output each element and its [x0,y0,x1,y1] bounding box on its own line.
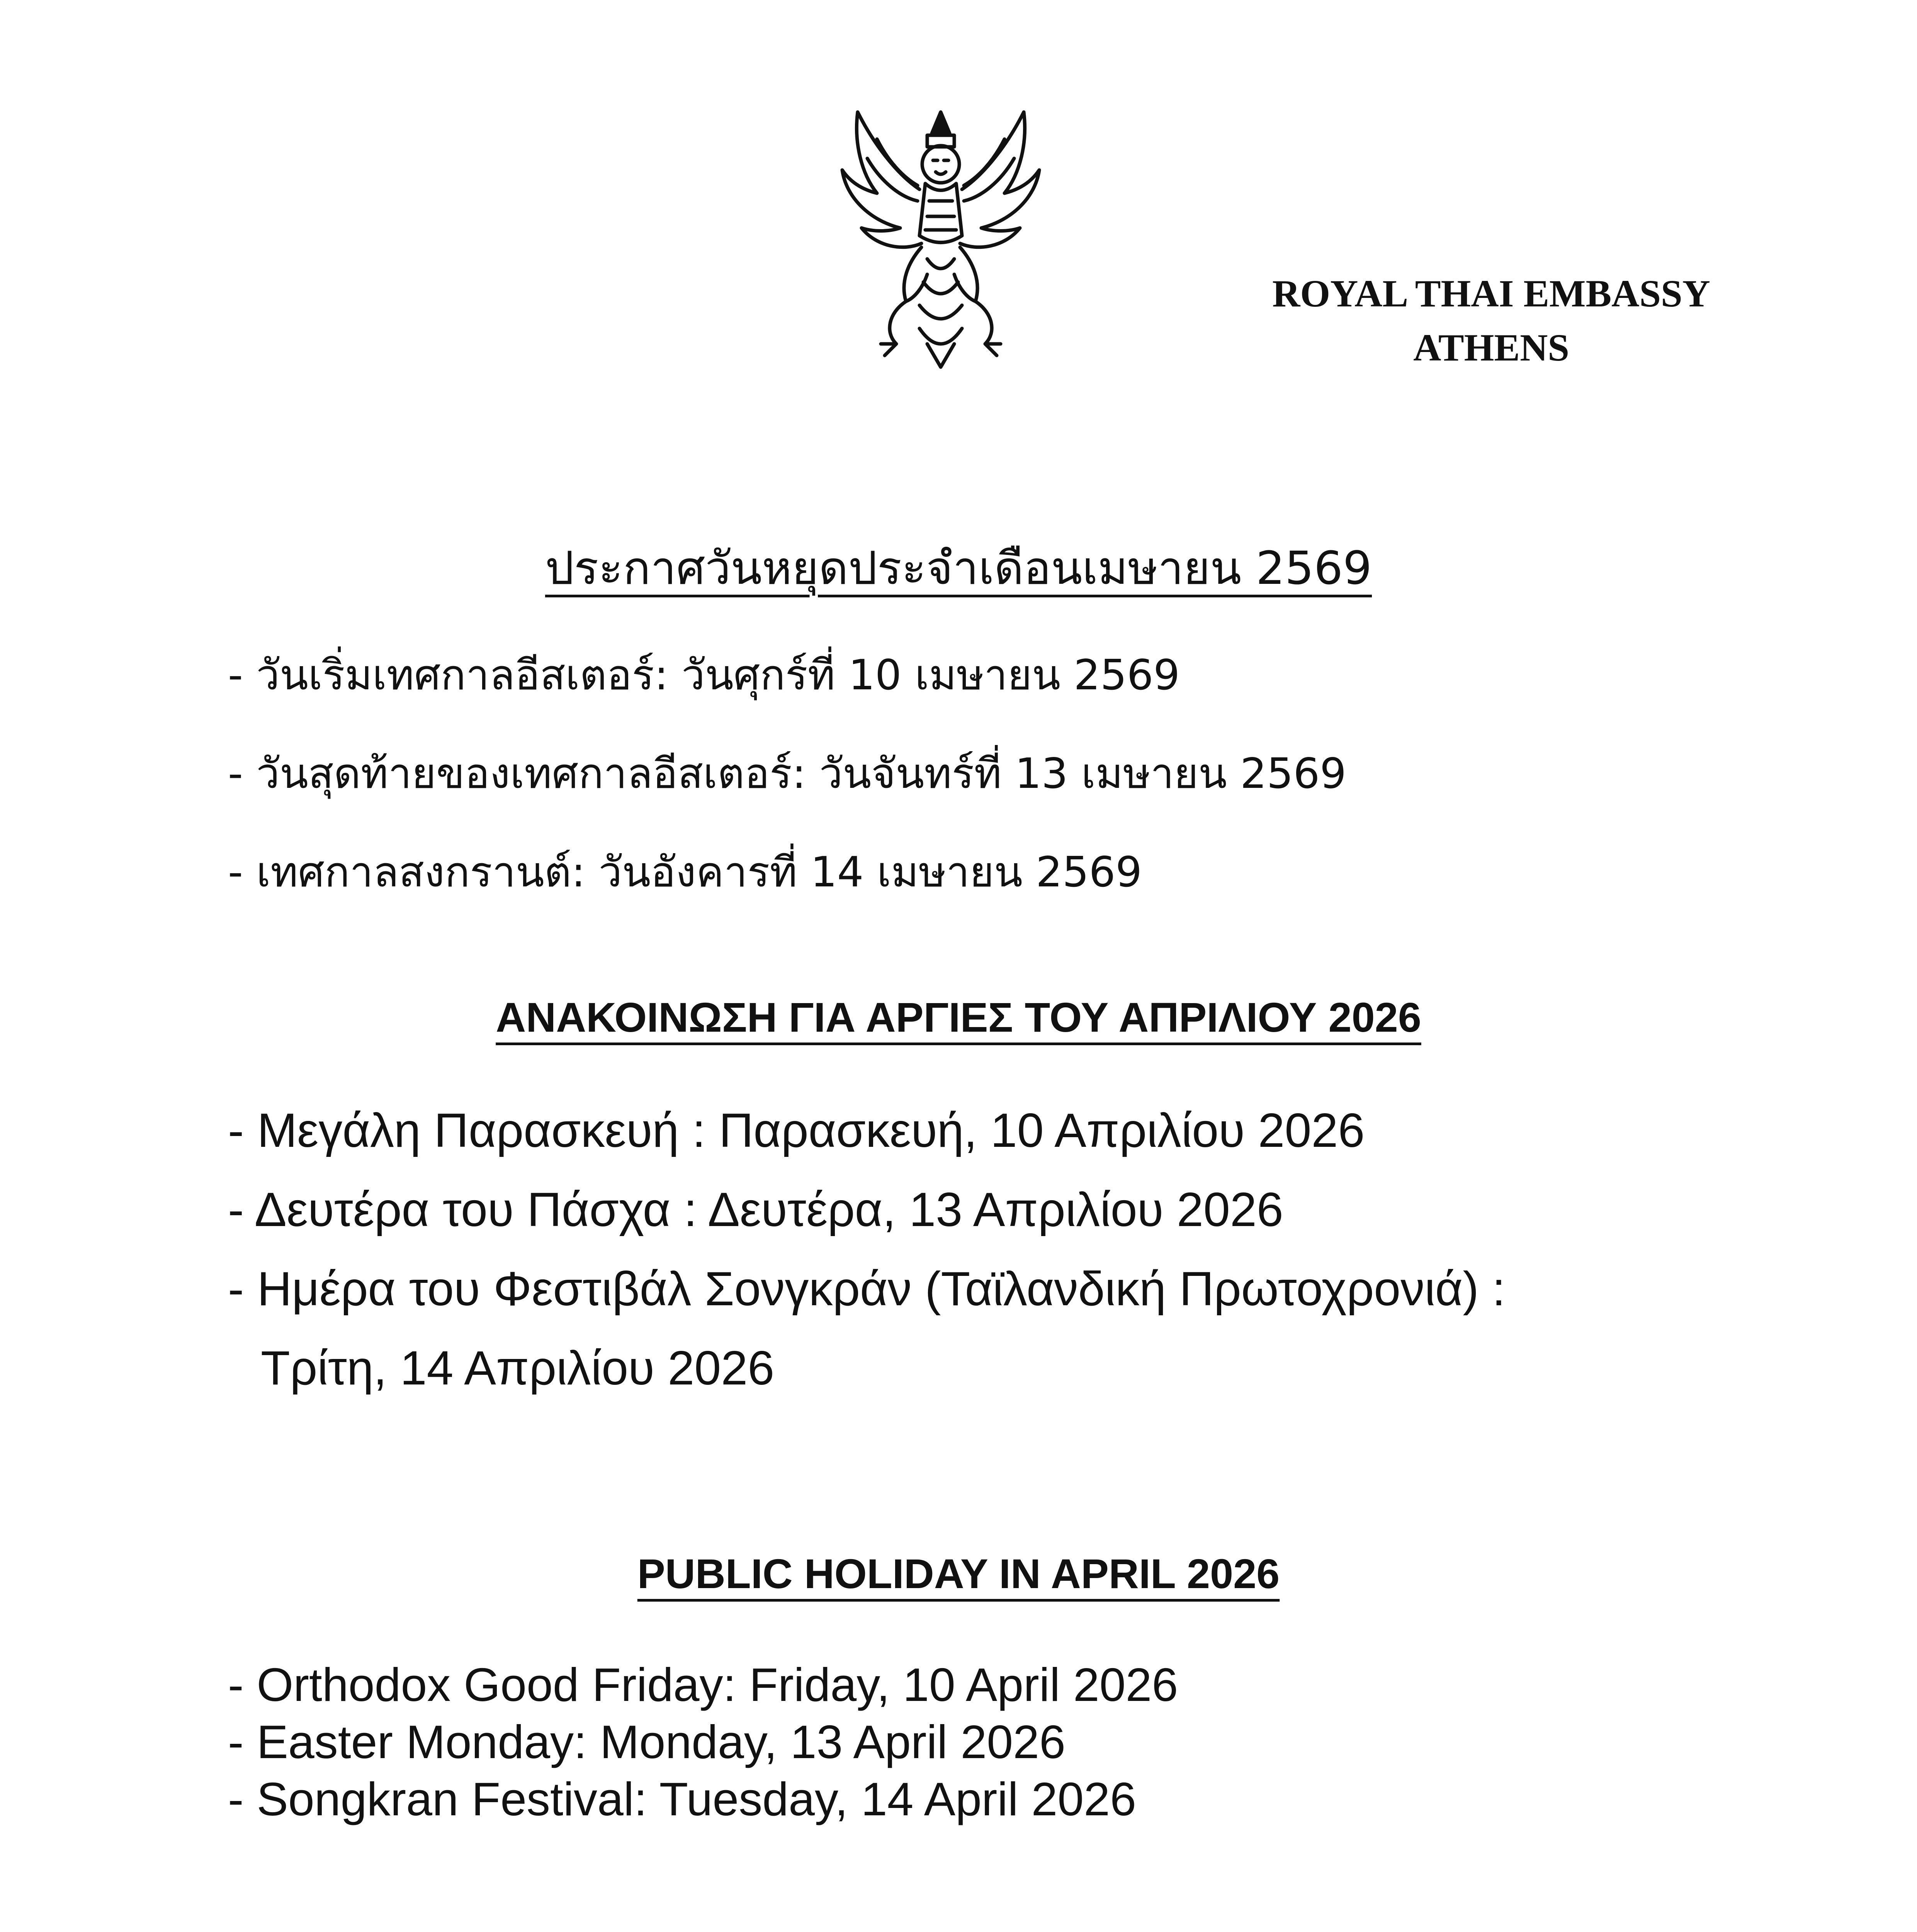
list-item: - เทศกาลสงกรานต์: วันอังคารที่ 14 เมษายน 2569 [228,848,1142,896]
list-item: - Easter Monday: Monday, 13 April 2026 [228,1716,1066,1768]
thai-holiday-list [228,641,1346,937]
greek-section [0,993,1917,1041]
letterhead-line-1: ROYAL THAI EMBASSY [1272,272,1710,315]
list-item-continuation: Τρίτη, 14 Απριλίου 2026 [261,1342,775,1395]
list-item: - Δευτέρα του Πάσχα : Δευτέρα, 13 Απριλίου 2026 [228,1183,1283,1236]
english-section [0,1549,1917,1598]
list-item: - Orthodox Good Friday: Friday, 10 April 2026 [228,1658,1178,1711]
list-item: - Songkran Festival: Tuesday, 14 April 2026 [228,1773,1136,1825]
thai-heading: ประกาศวันหยุดประจำเดือนเมษายน 2569 [545,541,1372,595]
list-item: - Μεγάλη Παρασκευή : Παρασκευή, 10 Απριλίου 2026 [228,1104,1365,1157]
embassy-letterhead [1178,267,1804,375]
list-item: - วันเริ่มเทศกาลอีสเตอร์: วันศุกร์ที่ 10 เมษายน 2569 [228,651,1180,699]
english-heading: PUBLIC HOLIDAY IN APRIL 2026 [637,1550,1280,1597]
thai-section [0,531,1917,604]
greek-heading: ΑΝΑΚΟΙΝΩΣΗ ΓΙΑ ΑΡΓΙΕΣ ΤΟΥ ΑΠΡΙΛΙΟΥ 2026 [496,994,1421,1041]
list-item: - Ημέρα του Φεστιβάλ Σονγκράν (Ταϊλανδική Πρωτοχρονιά) : [228,1262,1506,1316]
garuda-emblem [831,97,1051,375]
list-item: - วันสุดท้ายของเทศกาลอีสเตอร์: วันจันทร์ที่ 13 เมษายน 2569 [228,750,1346,798]
greek-holiday-list [228,1103,1506,1420]
letterhead-line-2: ATHENS [1413,326,1569,369]
english-holiday-list [228,1658,1178,1829]
